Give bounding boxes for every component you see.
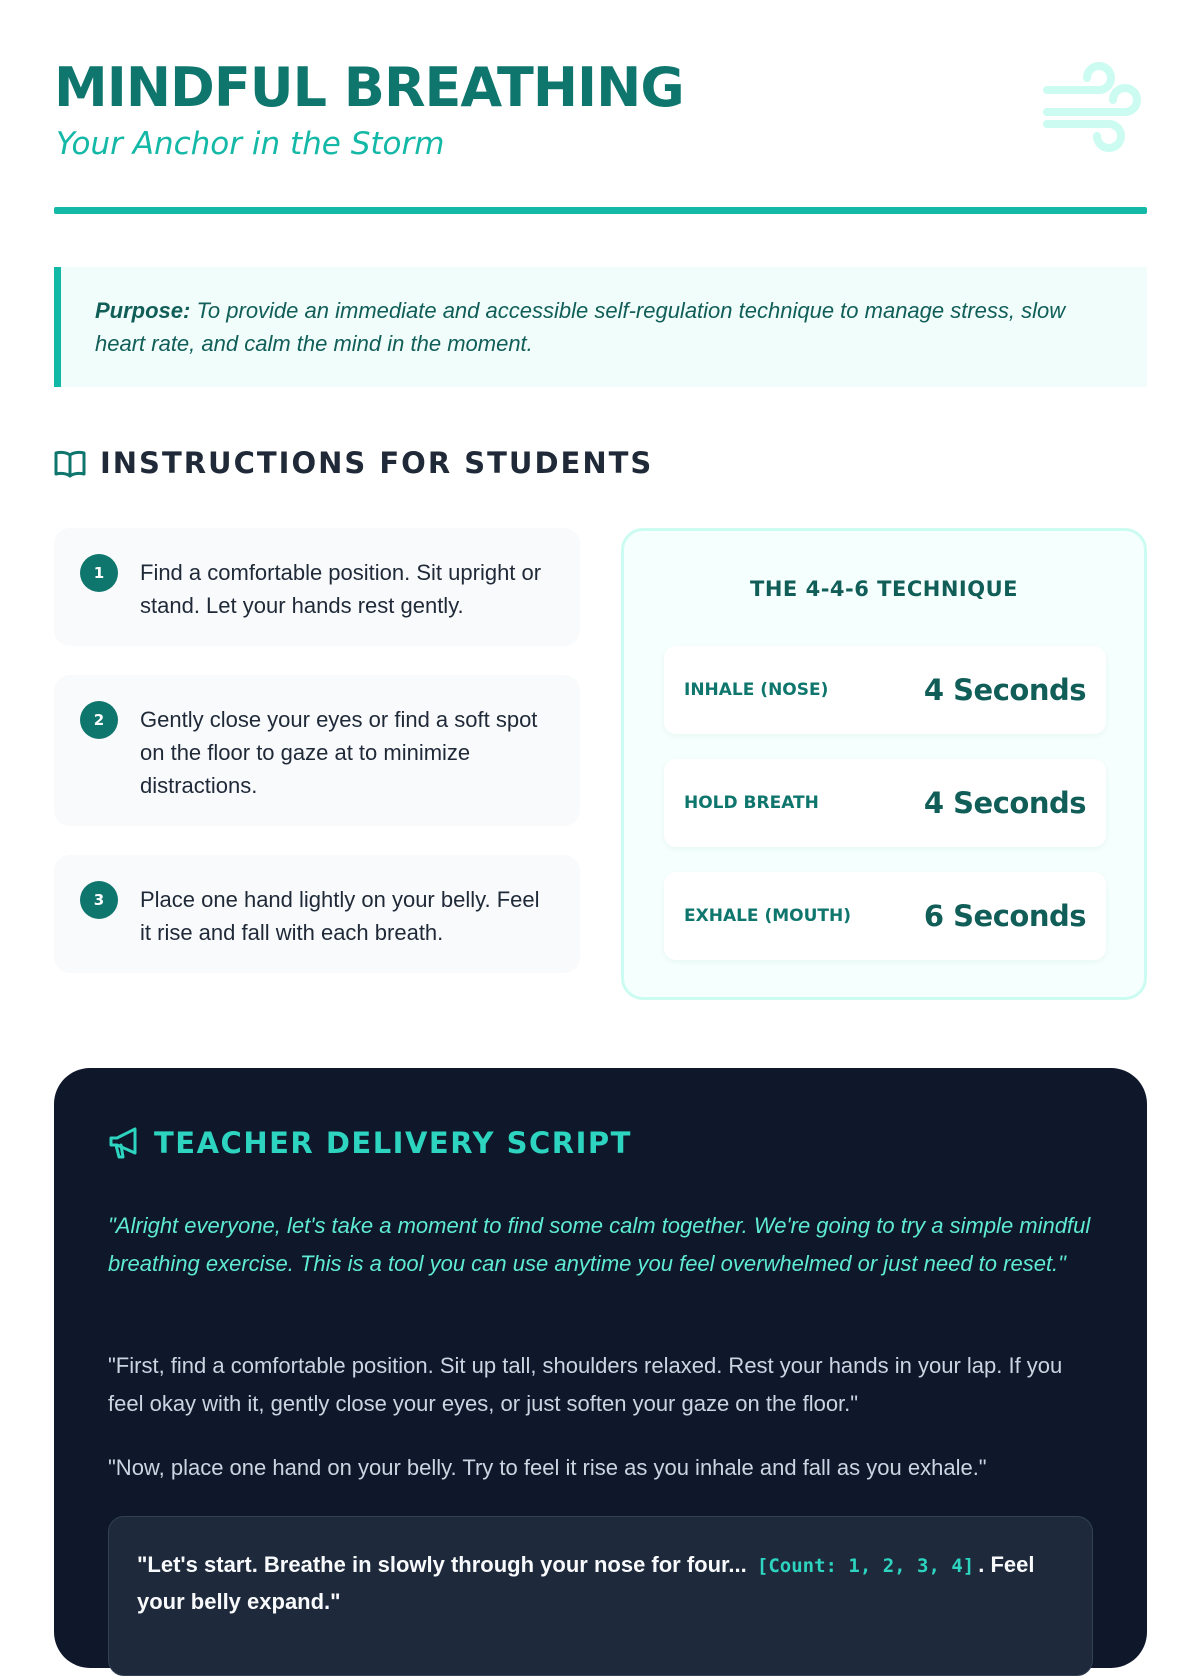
purpose-callout (54, 267, 1147, 387)
step-text: Find a comfortable position. Sit upright or stand. Let your hands rest gently. (140, 560, 542, 618)
technique-row-label: EXHALE (MOUTH) (684, 906, 852, 926)
step-text: Place one hand lightly on your belly. Feel it rise and fall with each breath. (140, 887, 540, 945)
step-number-badge: 3 (80, 881, 118, 919)
page-title: MINDFUL BREATHING (54, 56, 684, 119)
technique-card (621, 528, 1147, 1000)
technique-row-label: HOLD BREATH (684, 793, 819, 813)
instruction-step-1 (54, 528, 580, 646)
teacher-script-panel (54, 1068, 1147, 1668)
script-position: "First, find a comfortable position. Sit up tall, shoulders relaxed. Rest your hands in your lap. If you feel okay with it, gently close your eyes, or just soften your gaze on the floor." (108, 1353, 1063, 1416)
instruction-step-3 (54, 855, 580, 973)
technique-row-hold (664, 759, 1106, 847)
purpose-label: Purpose: (95, 298, 191, 323)
technique-title: THE 4-4-6 TECHNIQUE (750, 577, 1018, 601)
megaphone-icon (108, 1126, 140, 1160)
header-divider (54, 207, 1147, 214)
script-quote (137, 1547, 1064, 1620)
script-heading-text: TEACHER DELIVERY SCRIPT (154, 1126, 632, 1160)
instructions-heading (54, 445, 653, 481)
page-subtitle: Your Anchor in the Storm (56, 126, 445, 162)
technique-row-value: 6 Seconds (923, 899, 1086, 933)
page (54, 0, 1147, 1614)
technique-row-inhale (664, 646, 1106, 734)
book-open-icon (54, 448, 86, 478)
quote-start: "Let's start. Breathe in slowly through your nose for four... (137, 1552, 747, 1577)
script-quote-box (108, 1516, 1093, 1676)
script-belly: "Now, place one hand on your belly. Try to feel it rise as you inhale and fall as you exhale." (108, 1455, 987, 1480)
instructions-heading-text: INSTRUCTIONS FOR STUDENTS (100, 446, 654, 480)
technique-row-label: INHALE (NOSE) (684, 680, 829, 700)
technique-row-value: 4 Seconds (923, 786, 1086, 820)
technique-row-exhale (664, 872, 1106, 960)
script-heading (108, 1126, 632, 1160)
script-intro: "Alright everyone, let's take a moment to find some calm together. We're going to try a simple mindful breathing exercise. This is a tool you can use anytime you feel overwhelmed or just need to reset." (108, 1213, 1091, 1276)
instruction-step-2 (54, 675, 580, 826)
quote-end: . Feel your belly expand." (137, 1552, 1035, 1614)
step-text: Gently close your eyes or find a soft spot on the floor to gaze at to minimize distractions. (140, 707, 538, 798)
technique-row-value: 4 Seconds (923, 673, 1086, 707)
purpose-body: To provide an immediate and accessible self-regulation technique to manage stress, slow heart rate, and calm the mind in the moment. (95, 298, 1066, 356)
step-number-badge: 1 (80, 554, 118, 592)
purpose-text (95, 294, 1107, 360)
count-cue: [Count: 1, 2, 3, 4] (756, 1555, 975, 1577)
wind-icon (1043, 66, 1143, 150)
step-number-badge: 2 (80, 701, 118, 739)
